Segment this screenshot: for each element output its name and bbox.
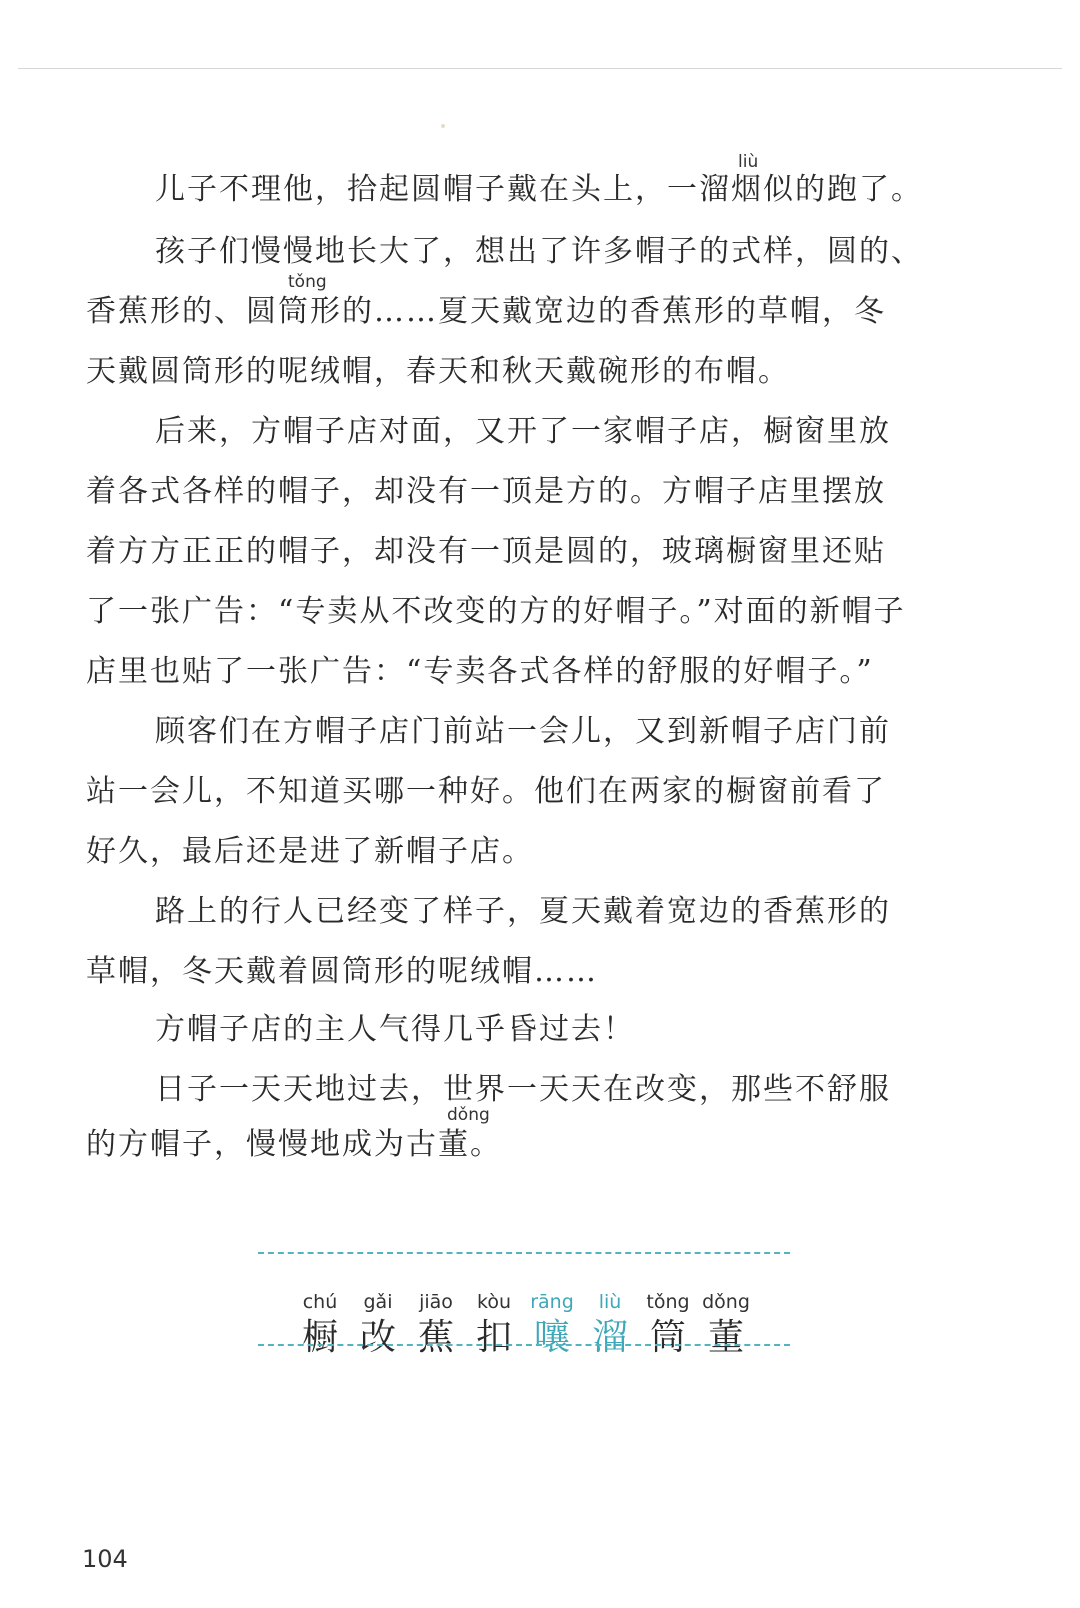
- vocab-item: [406, 1290, 466, 1362]
- vocab-pinyin: kòu: [477, 1291, 511, 1313]
- pinyin-annotation-dong: dǒng: [447, 1105, 490, 1125]
- paragraph-2-line-1: 孩子们慢慢地长大了，想出了许多帽子的式样，圆的、: [155, 234, 923, 269]
- vocab-item-highlighted: [580, 1290, 640, 1362]
- pinyin-annotation-liu: liù: [738, 152, 759, 172]
- vocab-pinyin: liù: [598, 1291, 622, 1313]
- paragraph-4-line-3: 好久，最后还是进了新帽子店。: [86, 834, 534, 869]
- vocab-pinyin: gǎi: [363, 1291, 393, 1313]
- vocab-char: 溜: [591, 1317, 628, 1358]
- top-rule: [18, 68, 1062, 69]
- pinyin-annotation-tong: tǒng: [288, 272, 327, 292]
- vocab-pinyin: dǒng: [702, 1291, 750, 1313]
- paragraph-3-line-1: 后来，方帽子店对面，又开了一家帽子店，橱窗里放: [155, 414, 891, 449]
- paragraph-2-line-2: 香蕉形的、圆筒形的……夏天戴宽边的香蕉形的草帽，冬: [86, 294, 886, 329]
- vocab-item: [290, 1290, 350, 1362]
- vocab-item: [638, 1290, 698, 1362]
- vocab-char: 筒: [649, 1317, 686, 1358]
- vocab-pinyin: tǒng: [646, 1291, 690, 1313]
- paragraph-3-line-2: 着各式各样的帽子，却没有一顶是方的。方帽子店里摆放: [86, 474, 886, 509]
- vocab-char: 嚷: [533, 1317, 570, 1358]
- vocab-char: 橱: [301, 1317, 338, 1358]
- paragraph-2-line-3: 天戴圆筒形的呢绒帽，春天和秋天戴碗形的布帽。: [86, 354, 790, 389]
- paragraph-3-line-4: 了一张广告：“专卖从不改变的方的好帽子。”对面的新帽子: [86, 594, 906, 629]
- vocab-char: 改: [359, 1317, 396, 1358]
- vocab-char: 蕉: [417, 1317, 454, 1358]
- vocab-rule-bottom: [258, 1344, 790, 1346]
- vocab-char: 董: [707, 1317, 744, 1358]
- paragraph-6-line-1: 方帽子店的主人气得几乎昏过去！: [155, 1012, 635, 1047]
- paragraph-7-line-2: 的方帽子，慢慢地成为古董。: [86, 1127, 502, 1162]
- vocab-item: [464, 1290, 524, 1362]
- speck: [441, 124, 445, 128]
- paragraph-3-line-5: 店里也贴了一张广告：“专卖各式各样的舒服的好帽子。”: [86, 654, 874, 689]
- vocab-pinyin: chú: [302, 1291, 338, 1313]
- vocab-item-highlighted: [522, 1290, 582, 1362]
- vocab-pinyin: rāng: [530, 1291, 574, 1313]
- vocab-item: [696, 1290, 756, 1362]
- vocab-char: 扣: [475, 1317, 512, 1358]
- paragraph-3-line-3: 着方方正正的帽子，却没有一顶是圆的，玻璃橱窗里还贴: [86, 534, 886, 569]
- paragraph-7-line-1: 日子一天天地过去，世界一天天在改变，那些不舒服: [155, 1072, 891, 1107]
- paragraph-4-line-2: 站一会儿，不知道买哪一种好。他们在两家的橱窗前看了: [86, 774, 886, 809]
- page-number: 104: [82, 1545, 128, 1573]
- paragraph-5-line-2: 草帽，冬天戴着圆筒形的呢绒帽……: [86, 954, 598, 989]
- vocab-rule-top: [258, 1252, 790, 1254]
- paragraph-1-line-1: 儿子不理他，拾起圆帽子戴在头上，一溜烟似的跑了。: [155, 172, 923, 207]
- paragraph-4-line-1: 顾客们在方帽子店门前站一会儿，又到新帽子店门前: [155, 714, 891, 749]
- vocab-pinyin: jiāo: [419, 1291, 453, 1313]
- vocab-item: [348, 1290, 408, 1362]
- paragraph-5-line-1: 路上的行人已经变了样子，夏天戴着宽边的香蕉形的: [155, 894, 891, 929]
